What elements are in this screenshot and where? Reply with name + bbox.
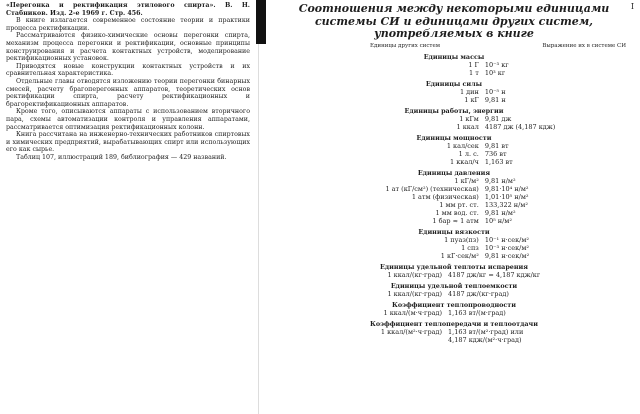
unit-si-value: 10⁻⁵ н xyxy=(484,87,506,96)
col-header-other-systems: Единицы других систем xyxy=(370,42,441,49)
unit-si-value: 1,163 вт/(м·град) xyxy=(448,308,506,317)
title-line: употребляемых в книге xyxy=(374,27,534,40)
title-line: системы СИ и единицами других систем, xyxy=(314,14,594,28)
unit-si-value: 133,322 н/м² xyxy=(484,200,528,209)
section-title: Коэффициент теплопроводности xyxy=(392,300,516,309)
unit-si-value: 4,187 кдж/(м²·ч·град) xyxy=(448,335,522,344)
unit-si-value: 1,163 вт xyxy=(484,157,513,166)
unit-row xyxy=(268,217,640,225)
section-title: Единицы массы xyxy=(423,52,485,61)
unit-other: 1 л. с. xyxy=(458,149,479,158)
unit-si-value: 4187 дж/кг = 4,187 кдж/кг xyxy=(448,270,541,279)
title-line: Соотношения между некоторыми единицами xyxy=(298,2,610,15)
unit-si-value: 10⁵ н/м² xyxy=(484,216,512,225)
table-header xyxy=(370,43,626,50)
unit-si-value: 736 вт xyxy=(484,149,507,158)
unit-row xyxy=(268,271,640,279)
unit-si-value: 10⁻¹ н·сек/м² xyxy=(484,235,530,244)
left-page xyxy=(0,0,259,414)
annotation-text xyxy=(6,2,250,161)
unit-other: 1 бар ≈ 1 атм xyxy=(432,216,479,225)
section-title: Единицы работы, энергии xyxy=(404,106,504,115)
paragraph: Таблиц 107, иллюстраций 189, библиография — 429 названий. xyxy=(16,153,227,161)
paragraph: В книге излагается современное состояние теории и практики процесса ректификации. xyxy=(6,17,250,32)
page-title xyxy=(268,3,640,41)
unit-si-value: 9,81 н/м² xyxy=(484,208,516,217)
unit-si-value: 10⁻³ кг xyxy=(484,60,509,69)
col-header-si: Выражение их в системе СИ xyxy=(542,42,626,49)
unit-si-value: 9,81 дж xyxy=(484,114,512,123)
unit-other: 1 мм вод. ст. xyxy=(435,208,479,217)
unit-row xyxy=(268,96,640,104)
unit-row xyxy=(268,336,640,344)
unit-row xyxy=(268,209,640,217)
paragraph: Кроме того, описываются аппараты с использованием вторичного пара, схемы автоматизации контроля и управления аппаратами, рассматривается оптимизация ректификационных колонн. xyxy=(6,108,250,131)
unit-si-value: 1,163 вт/(м²·град) или xyxy=(448,327,524,336)
unit-row xyxy=(268,193,640,201)
unit-other: 1 атм (физическая) xyxy=(411,192,479,201)
unit-row xyxy=(268,185,640,193)
unit-other: 1 Г xyxy=(468,60,479,69)
unit-other: 1 ккал/ч xyxy=(450,157,479,166)
unit-si-value: 4187 дж (4,187 кдж) xyxy=(484,122,556,131)
unit-other: 1 т xyxy=(469,68,479,77)
section-title: Единицы вязкости xyxy=(418,227,490,236)
section-title: Единицы мощности xyxy=(416,133,492,142)
unit-row xyxy=(268,115,640,123)
unit-other: 1 кГ xyxy=(464,95,479,104)
unit-si-value: 10³ кг xyxy=(484,68,506,77)
book-heading: «Перегонка и ректификация этилового спирта». В. Н. Стабников. Изд. 2-е 1969 г. Стр. 456. xyxy=(6,2,250,17)
paragraph: Приводятся новые конструкции контактных устройств и их сравнительная характеристика. xyxy=(6,62,250,78)
unit-row xyxy=(268,123,640,131)
unit-other: 1 ккал/(м²·ч·град) xyxy=(380,327,443,336)
unit-other: 1 кГ·сек/м² xyxy=(440,251,479,260)
unit-row xyxy=(268,61,640,69)
unit-si-value: 4187 дж/(кг·град) xyxy=(448,289,509,298)
right-page xyxy=(268,0,640,414)
unit-row xyxy=(268,201,640,209)
unit-row xyxy=(268,328,640,336)
unit-row xyxy=(268,88,640,96)
section-title: Коэффициент теплопередачи и теплоотдачи xyxy=(370,319,538,328)
section-title: Единицы удельной теплоты испарения xyxy=(380,262,528,271)
unit-si-value: 9,81 н/м² xyxy=(484,176,516,185)
paragraph: Отдельные главы отводятся изложению теории перегонки бинарных смесей, расчету брагоперегонных аппаратов, теоретических основ ректификации спирта, расчету ректификационных и брагоректификационных аппаратов. xyxy=(6,77,250,108)
unit-other: 1 ат (кГ/см²) (техническая) xyxy=(385,184,479,193)
units-table xyxy=(268,53,640,344)
unit-row xyxy=(268,309,640,317)
unit-si-value: 1,01·10⁵ н/м² xyxy=(484,192,529,201)
paragraph: Рассматриваются физико-химические основы перегонки спирта, механизм процесса перегонки и ректификации, основные принципы конструирования и расчета контактных устройств, моделирование ректификационных установок. xyxy=(6,32,250,63)
unit-other: 1 ккал/(кг·град) xyxy=(387,270,443,279)
unit-other: 1 мм рт. ст. xyxy=(439,200,479,209)
unit-row xyxy=(268,177,640,185)
unit-row xyxy=(268,252,640,260)
unit-row xyxy=(268,158,640,166)
unit-other: 1 кал/сек xyxy=(446,141,479,150)
unit-row xyxy=(268,69,640,77)
unit-other: 1 дин xyxy=(459,87,479,96)
unit-row xyxy=(268,290,640,298)
unit-other: 1 кГм xyxy=(459,114,479,123)
unit-si-value: 9,81 вт xyxy=(484,141,509,150)
paragraph: Книга рассчитана на инженерно-технических работников спиртовых и химических предприятий, вырабатывающих спирт или использующих его как сырье. xyxy=(6,131,250,154)
unit-si-value: 9,81 н·сек/м² xyxy=(484,251,530,260)
unit-other: 1 ккал/(м·ч·град) xyxy=(383,308,443,317)
unit-row xyxy=(268,244,640,252)
unit-other: 1 пуаз(пз) xyxy=(444,235,479,244)
corner-mark: I xyxy=(630,2,634,11)
section-title: Единицы удельной теплоемкости xyxy=(390,281,518,290)
unit-other: 1 ккал xyxy=(456,122,479,131)
unit-other: 1 ккал/(кг·град) xyxy=(387,289,443,298)
unit-si-value: 9,81 н xyxy=(484,95,506,104)
section-title: Единицы давления xyxy=(417,168,491,177)
unit-row xyxy=(268,150,640,158)
unit-other: 1 спз xyxy=(461,243,479,252)
unit-si-value: 10⁻³ н·сек/м² xyxy=(484,243,530,252)
unit-row xyxy=(268,236,640,244)
unit-other: 1 кГ/м² xyxy=(454,176,479,185)
page-edge-shadow xyxy=(256,0,266,44)
unit-row xyxy=(268,142,640,150)
unit-other xyxy=(268,336,446,344)
unit-si-value: 9,81·10⁴ н/м² xyxy=(484,184,529,193)
section-title: Единицы силы xyxy=(425,79,483,88)
